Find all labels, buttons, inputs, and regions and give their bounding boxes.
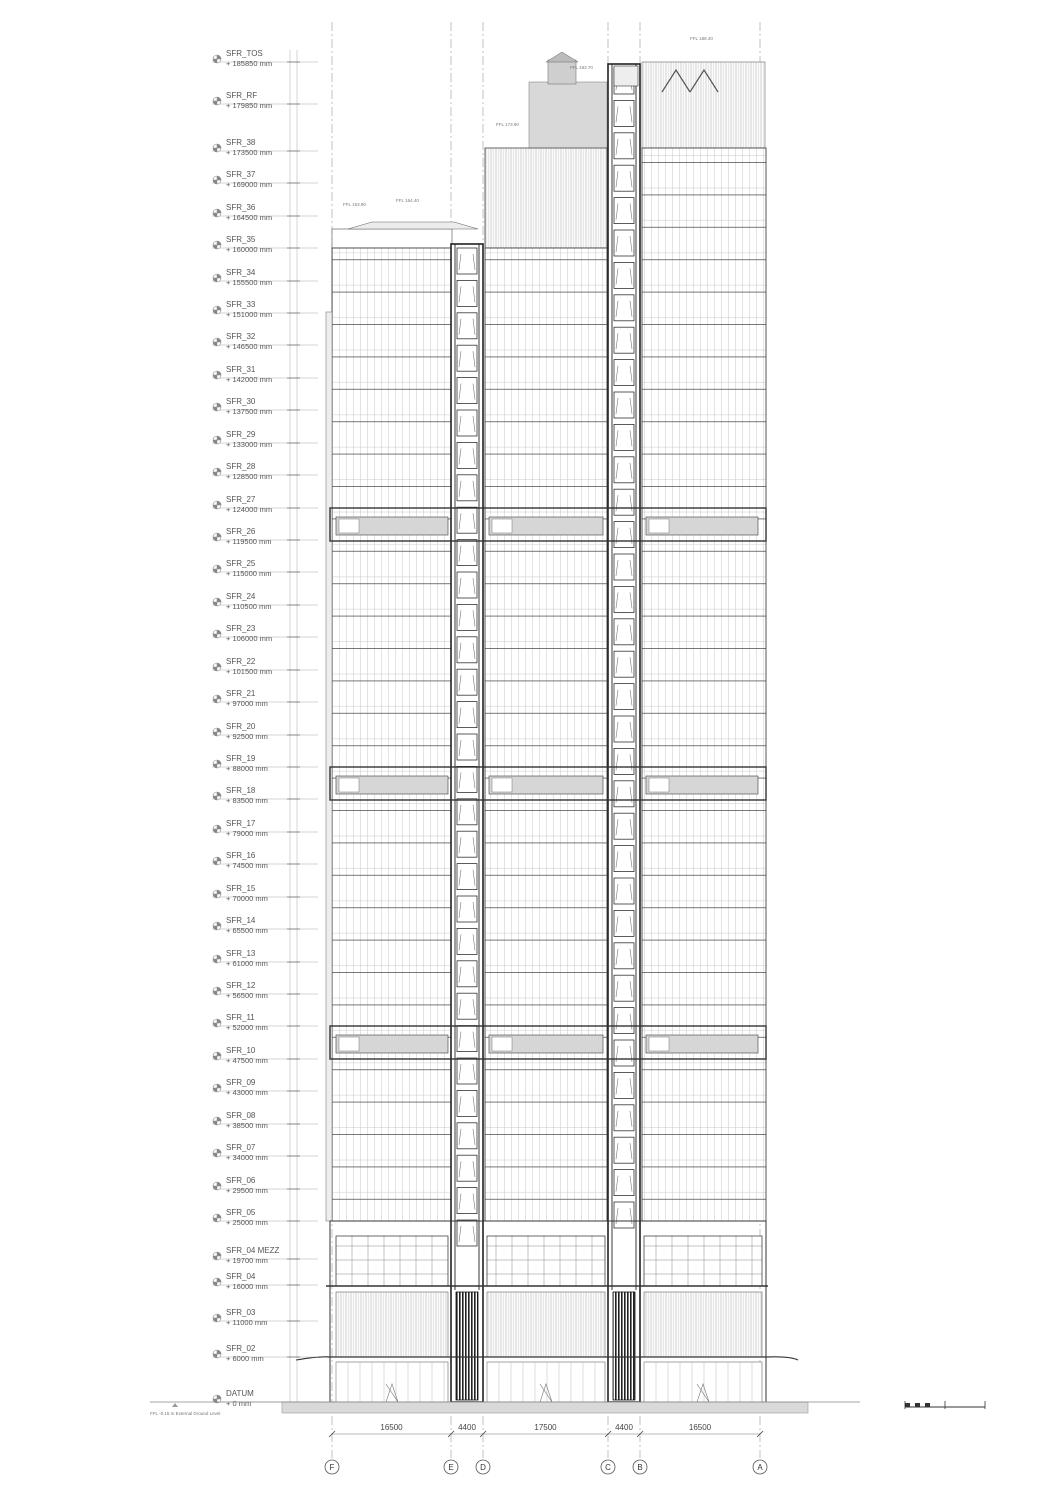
level-name: SFR_19 (226, 754, 256, 763)
level-elevation: + 25000 mm (226, 1218, 268, 1227)
level-marker-icon (213, 533, 221, 541)
grid-label-B: B (637, 1463, 643, 1472)
level-name: SFR_37 (226, 170, 256, 179)
level-name: SFR_27 (226, 495, 256, 504)
level-elevation: + 128500 mm (226, 472, 273, 481)
level-elevation: + 92500 mm (226, 732, 268, 741)
level-elevation: + 155500 mm (226, 278, 273, 287)
rooftop-cupola (548, 60, 576, 84)
level-name: SFR_14 (226, 916, 256, 925)
roof-level-tag: FFL 163.90 (343, 202, 366, 207)
ground-note: FFL -0.15 m External Ground Level (150, 1411, 221, 1416)
transfer-band-opening (339, 778, 359, 792)
level-name: SFR_25 (226, 559, 256, 568)
level-elevation: + 106000 mm (226, 634, 273, 643)
level-marker-icon (213, 1252, 221, 1260)
level-marker-icon (213, 1314, 221, 1322)
level-marker-icon (213, 1182, 221, 1190)
level-elevation: + 83500 mm (226, 796, 268, 805)
level-elevation: + 97000 mm (226, 699, 268, 708)
level-name: SFR_12 (226, 981, 256, 990)
entrance-canopy (296, 1357, 798, 1360)
level-elevation: + 74500 mm (226, 861, 268, 870)
level-marker-icon (213, 1149, 221, 1157)
level-elevation: + 19700 mm (226, 1256, 268, 1265)
level-marker-icon (213, 987, 221, 995)
ground-note-marker (172, 1403, 178, 1407)
level-marker-icon (213, 403, 221, 411)
level-name: SFR_17 (226, 819, 256, 828)
transfer-band-opening (339, 519, 359, 533)
grid-label-F: F (329, 1463, 335, 1472)
level-name: SFR_30 (226, 397, 256, 406)
level-marker-icon (213, 857, 221, 865)
level-elevation: + 56500 mm (226, 991, 268, 1000)
dimension-value: 4400 (615, 1423, 633, 1432)
level-name: SFR_06 (226, 1176, 256, 1185)
level-name: SFR_05 (226, 1208, 256, 1217)
level-marker-icon (213, 1350, 221, 1358)
level-elevation: + 79000 mm (226, 829, 268, 838)
level-name: SFR_03 (226, 1308, 256, 1317)
scale-bar (905, 1401, 985, 1409)
level-marker-icon (213, 436, 221, 444)
level-name: SFR_29 (226, 430, 256, 439)
roof-level-tag: FFL 188.40 (690, 36, 713, 41)
roof-level-tag: FFL 183.70 (570, 65, 593, 70)
core-left-base-grille (456, 1292, 478, 1400)
level-elevation: + 179850 mm (226, 101, 273, 110)
level-marker-icon (213, 338, 221, 346)
dimension-value: 16500 (688, 1423, 712, 1432)
middle-rooftop-plant (529, 82, 607, 148)
level-name: SFR_15 (226, 884, 256, 893)
level-marker-icon (213, 209, 221, 217)
level-marker-icon (213, 663, 221, 671)
transfer-band-opening (649, 519, 669, 533)
level-marker-icon (213, 1214, 221, 1222)
level-marker-icon (213, 695, 221, 703)
level-elevation: + 119500 mm (226, 537, 272, 546)
roof-level-tag: FFL 173.90 (496, 122, 519, 127)
transfer-band-opening (492, 778, 512, 792)
level-elevation: + 142000 mm (226, 375, 273, 384)
dimension-chain (329, 1423, 763, 1437)
level-marker-icon (213, 598, 221, 606)
grid-label-C: C (605, 1463, 611, 1472)
transfer-band-opening (649, 1037, 669, 1051)
level-marker-icon (213, 565, 221, 573)
level-elevation: + 137500 mm (226, 407, 273, 416)
level-name: SFR_31 (226, 365, 256, 374)
level-name: SFR_22 (226, 657, 256, 666)
right-crown-screen (642, 62, 765, 148)
level-marker-icon (213, 1278, 221, 1286)
level-name: SFR_11 (226, 1013, 255, 1022)
level-marker-icon (213, 1019, 221, 1027)
level-marker-icon (213, 1052, 221, 1060)
grid-label-A: A (757, 1463, 763, 1472)
level-elevation: + 173500 mm (226, 148, 273, 157)
level-elevation: + 34000 mm (226, 1153, 268, 1162)
level-elevation: + 65500 mm (226, 926, 268, 935)
podium-glazing-ground (336, 1362, 448, 1402)
core-right-top-box (614, 66, 638, 86)
level-name: SFR_RF (226, 91, 258, 100)
podium-glazing-mid (487, 1292, 605, 1357)
level-name: SFR_24 (226, 592, 256, 601)
level-name: SFR_02 (226, 1344, 256, 1353)
transfer-band-opening (339, 1037, 359, 1051)
podium-glazing-mid (336, 1292, 448, 1357)
podium-glazing-ground (487, 1362, 605, 1402)
level-marker-icon (213, 97, 221, 105)
level-elevation: + 47500 mm (226, 1056, 268, 1065)
podium-glazing-upper (644, 1236, 762, 1286)
level-elevation: + 146500 mm (226, 342, 273, 351)
dimension-value: 4400 (458, 1423, 476, 1432)
level-name: SFR_33 (226, 300, 256, 309)
level-name: SFR_16 (226, 851, 256, 860)
level-elevation: + 11000 mm (226, 1318, 268, 1327)
level-marker-icon (213, 501, 221, 509)
ground-slab (282, 1402, 808, 1413)
level-elevation: + 169000 mm (226, 180, 273, 189)
cupola-roof (546, 52, 578, 62)
level-name: SFR_07 (226, 1143, 256, 1152)
podium-glazing-upper (487, 1236, 605, 1286)
level-elevation: + 38500 mm (226, 1121, 268, 1130)
podium-glazing-ground (644, 1362, 762, 1402)
level-name: SFR_18 (226, 786, 256, 795)
level-name: SFR_26 (226, 527, 256, 536)
level-name: SFR_21 (226, 689, 256, 698)
level-elevation: + 164500 mm (226, 213, 273, 222)
level-name: SFR_13 (226, 949, 256, 958)
level-name: SFR_34 (226, 268, 256, 277)
level-name: SFR_04 MEZZ (226, 1246, 280, 1255)
level-elevation: + 124000 mm (226, 505, 273, 514)
level-markers (212, 49, 318, 1408)
level-name: SFR_32 (226, 332, 256, 341)
level-name: SFR_08 (226, 1111, 256, 1120)
level-name: SFR_28 (226, 462, 256, 471)
dimension-value: 17500 (534, 1423, 557, 1432)
transfer-band-opening (492, 1037, 512, 1051)
level-name: DATUM (226, 1389, 254, 1398)
left-roof-canopy (348, 222, 478, 229)
level-name: SFR_04 (226, 1272, 256, 1281)
level-name: SFR_20 (226, 722, 256, 731)
dimension-value: 16500 (380, 1423, 403, 1432)
transfer-band-opening (649, 778, 669, 792)
level-elevation: + 115000 mm (226, 569, 272, 578)
level-marker-icon (213, 728, 221, 736)
level-marker-icon (213, 55, 221, 63)
level-marker-icon (213, 371, 221, 379)
level-elevation: + 43000 mm (226, 1088, 268, 1097)
level-marker-icon (213, 1084, 221, 1092)
level-marker-icon (213, 241, 221, 249)
middle-plant-screen (485, 148, 607, 248)
level-marker-icon (213, 176, 221, 184)
level-elevation: + 151000 mm (226, 310, 273, 319)
level-marker-icon (213, 630, 221, 638)
level-marker-icon (213, 1117, 221, 1125)
level-name: SFR_38 (226, 138, 256, 147)
level-elevation: + 0 mm (226, 1399, 252, 1408)
level-marker-icon (213, 955, 221, 963)
left-roof-parapet (332, 229, 452, 248)
grid-label-E: E (448, 1463, 454, 1472)
level-elevation: + 101500 mm (226, 667, 273, 676)
level-elevation: + 52000 mm (226, 1023, 268, 1032)
left-facade-bay (332, 248, 452, 1221)
level-marker-icon (213, 792, 221, 800)
level-marker-icon (213, 306, 221, 314)
level-marker-icon (213, 760, 221, 768)
level-elevation: + 70000 mm (226, 894, 268, 903)
core-right-base-grille (613, 1292, 635, 1400)
grid-bubbles (325, 1460, 767, 1474)
level-name: SFR_10 (226, 1046, 256, 1055)
middle-facade-bay (485, 248, 607, 1221)
level-marker-icon (213, 274, 221, 282)
level-name: SFR_TOS (226, 49, 263, 58)
podium-glazing-mid (644, 1292, 762, 1357)
level-elevation: + 6000 mm (226, 1354, 264, 1363)
level-elevation: + 185850 mm (226, 59, 273, 68)
level-marker-icon (213, 922, 221, 930)
level-elevation: + 16000 mm (226, 1282, 268, 1291)
level-elevation: + 160000 mm (226, 245, 273, 254)
level-name: SFR_36 (226, 203, 256, 212)
level-name: SFR_09 (226, 1078, 256, 1087)
level-elevation: + 61000 mm (226, 959, 268, 968)
level-marker-icon (213, 890, 221, 898)
level-name: SFR_23 (226, 624, 256, 633)
level-marker-icon (213, 468, 221, 476)
level-elevation: + 110500 mm (226, 602, 272, 611)
level-marker-icon (213, 825, 221, 833)
roof-level-tag: FFL 164.40 (396, 198, 419, 203)
level-elevation: + 88000 mm (226, 764, 268, 773)
level-marker-icon (213, 144, 221, 152)
podium-glazing-upper (336, 1236, 448, 1286)
level-elevation: + 29500 mm (226, 1186, 268, 1195)
tower-elevation (296, 52, 798, 1402)
transfer-band-opening (492, 519, 512, 533)
right-facade-bay (642, 148, 766, 1221)
level-elevation: + 133000 mm (226, 440, 273, 449)
grid-label-D: D (480, 1463, 486, 1472)
level-name: SFR_35 (226, 235, 256, 244)
